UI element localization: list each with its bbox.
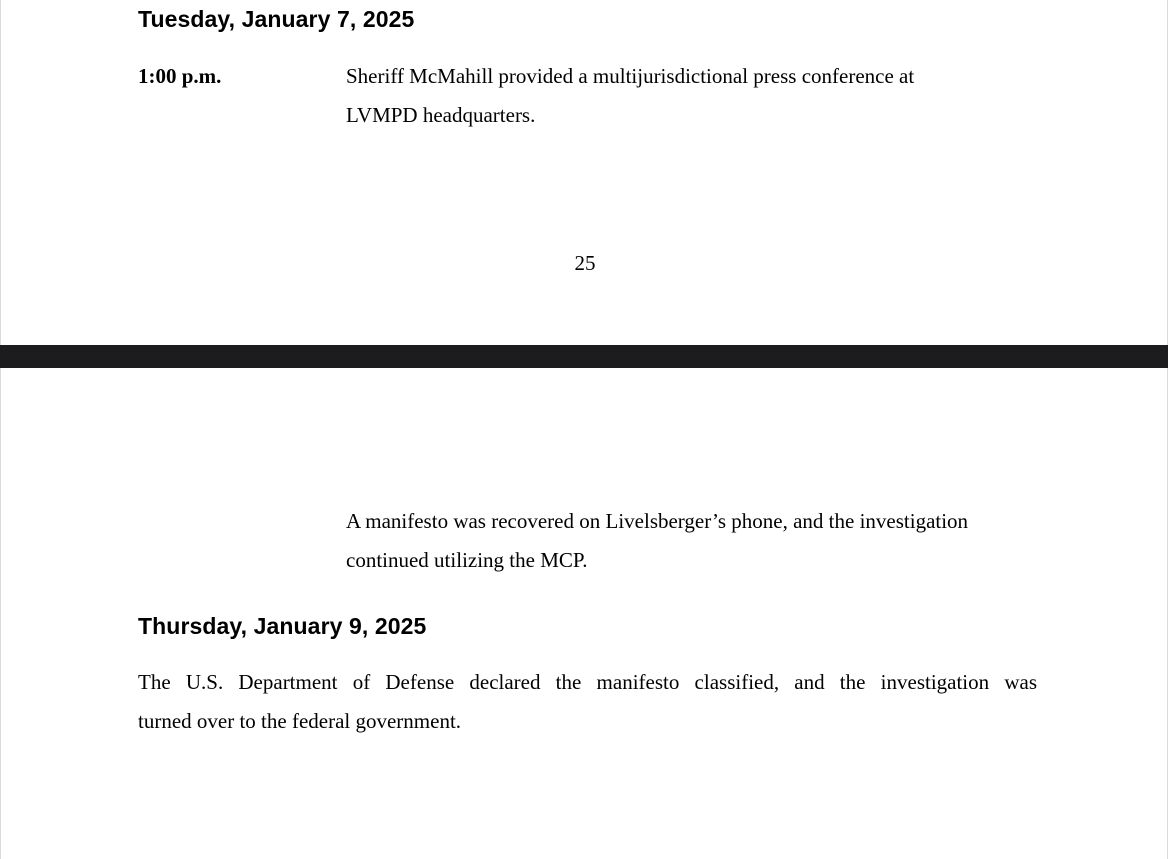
continued-entry-line: continued utilizing the MCP. <box>346 548 588 572</box>
entry-description-line: LVMPD headquarters. <box>346 103 536 127</box>
continued-entry-line: A manifesto was recovered on Livelsberger’s phone, and the investigation <box>346 509 969 533</box>
date-heading-january-9: Thursday, January 9, 2025 <box>138 613 427 639</box>
continued-entry-description <box>346 502 1046 580</box>
entry-description-line: Sheriff McMahill provided a multijurisdictional press conference at <box>346 64 915 88</box>
document-page-26 <box>0 368 1168 859</box>
entry-description <box>346 57 986 135</box>
transfer-paragraph <box>138 663 1037 741</box>
entry-time-label: 1:00 p.m. <box>138 64 222 88</box>
transfer-paragraph-line: turned over to the federal government. <box>138 709 462 733</box>
date-heading-january-7: Tuesday, January 7, 2025 <box>138 6 415 32</box>
page-break-divider <box>0 345 1168 368</box>
document-page-25 <box>0 0 1168 345</box>
transfer-paragraph-line: The U.S. Department of Defense declared the manifesto classified, and the investigation was <box>138 670 1037 694</box>
page-number: 25 <box>574 251 596 275</box>
